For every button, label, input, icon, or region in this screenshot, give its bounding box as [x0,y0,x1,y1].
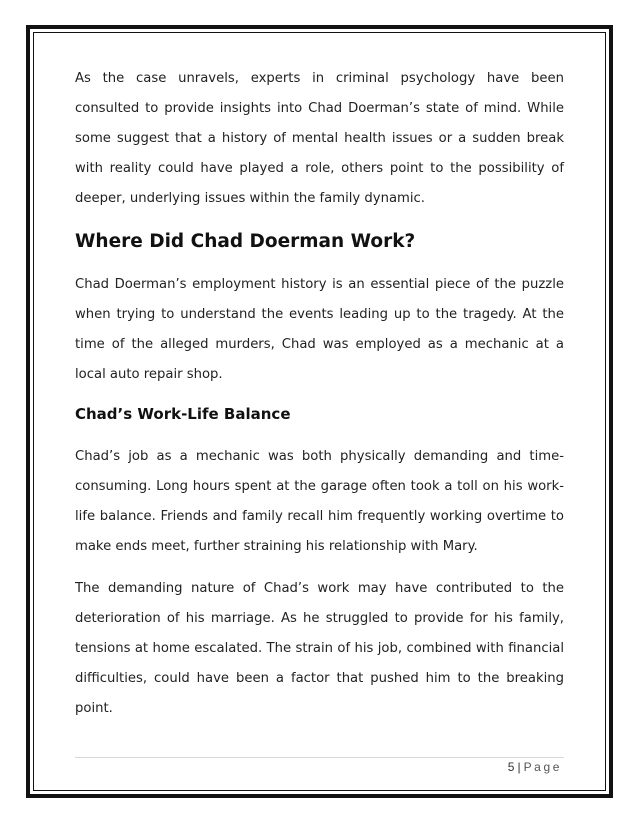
balance-paragraph-2: The demanding nature of Chad’s work may have contributed to the deterioration of his marriage. As he struggled to provide for his family, tensions at home escalated. The strain of his job, combined with financial difficulties, could have been a factor that pushed him to the breaking point. [75,581,564,716]
page-separator: | [517,760,521,774]
page-footer [508,760,562,774]
section-heading: Where Did Chad Doerman Work? [75,231,416,252]
page-content [75,64,564,724]
balance-paragraph-1: Chad’s job as a mechanic was both physically demanding and time-consuming. Long hours spent at the garage often took a toll on his work-life balance. Friends and family recall him frequently working overtime to make ends meet, further straining his relationship with Mary. [75,449,564,554]
intro-paragraph: As the case unravels, experts in criminal psychology have been consulted to provide insights into Chad Doerman’s state of mind. While some suggest that a history of mental health issues or a sudden break with reality could have played a role, others point to the possibility of deeper, underlying issues within the family dynamic. [75,71,564,206]
subsection-heading: Chad’s Work-Life Balance [75,405,291,423]
page-number: 5 [507,760,515,774]
footer-rule [75,757,564,758]
work-paragraph: Chad Doerman’s employment history is an essential piece of the puzzle when trying to understand the events leading up to the tragedy. At the time of the alleged murders, Chad was employed as a mechanic at a local auto repair shop. [75,277,564,382]
page-label: Page [523,760,562,774]
